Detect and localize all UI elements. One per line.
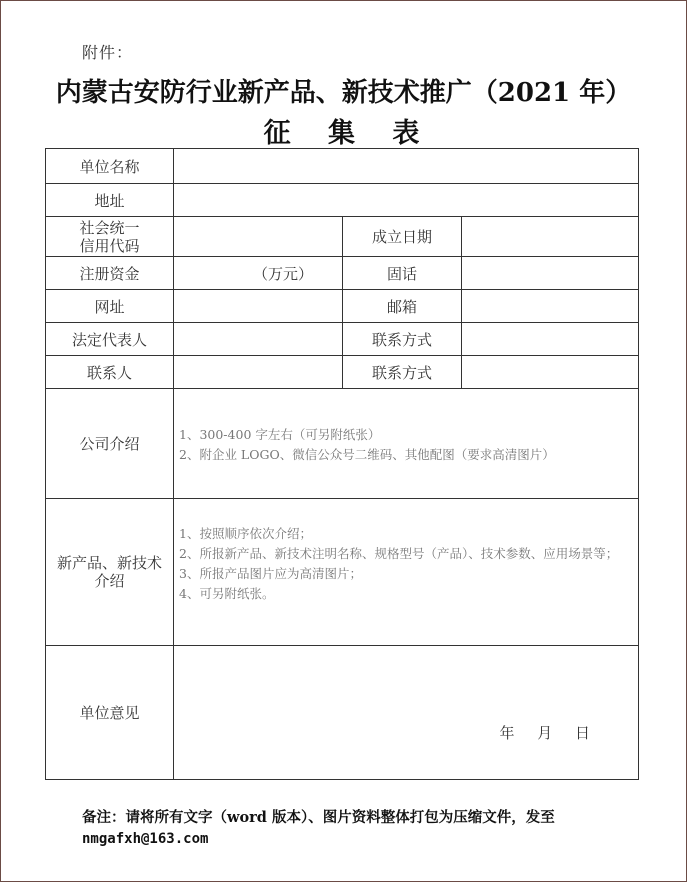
row-address [46, 184, 639, 217]
contact-person-contact-field[interactable] [462, 356, 639, 389]
unit-opinion-label: 单位意见 [46, 646, 174, 780]
row-contact-person [46, 356, 639, 389]
registered-capital-field[interactable] [174, 257, 343, 290]
row-product-intro [46, 499, 639, 646]
opinion-date-line: 年 月 日 [499, 724, 591, 742]
legal-rep-field[interactable] [174, 323, 343, 356]
product-intro-label [46, 499, 174, 646]
capital-unit: （万元） [252, 264, 313, 283]
product-intro-label-line1: 新产品、新技术 [56, 554, 162, 572]
row-credit-code [46, 217, 639, 257]
submission-form-table [45, 148, 639, 780]
product-intro-label-line2: 介绍 [94, 572, 125, 590]
company-intro-label: 公司介绍 [46, 389, 174, 499]
website-label: 网址 [46, 290, 174, 323]
unit-name-label: 单位名称 [46, 149, 174, 184]
email-label: 邮箱 [343, 290, 462, 323]
registered-capital-label: 注册资金 [46, 257, 174, 290]
product-intro-note-3: 3、所报产品图片应为高清图片； [179, 566, 362, 581]
credit-code-label-line1: 社会统一 [79, 218, 140, 237]
product-intro-field[interactable] [174, 499, 639, 646]
footer-email[interactable]: nmgafxh@163.com [82, 831, 209, 847]
legal-rep-label: 法定代表人 [46, 323, 174, 356]
email-field[interactable] [462, 290, 639, 323]
row-website [46, 290, 639, 323]
legal-rep-contact-label: 联系方式 [343, 323, 462, 356]
product-intro-note-1: 1、按照顺序依次介绍； [179, 526, 312, 541]
contact-person-contact-label: 联系方式 [343, 356, 462, 389]
contact-person-label: 联系人 [46, 356, 174, 389]
established-date-field[interactable] [462, 217, 639, 257]
credit-code-field[interactable] [174, 217, 343, 257]
product-intro-note-4: 4、可另附纸张。 [179, 586, 275, 601]
row-registered-capital [46, 257, 639, 290]
attachment-label: 附件： [82, 43, 134, 62]
company-intro-note-2: 2、附企业 LOGO、微信公众号二维码、其他配图（要求高清图片） [179, 447, 555, 462]
document-subtitle: 征 集 表 [263, 118, 434, 149]
established-date-label: 成立日期 [343, 217, 462, 257]
address-field[interactable] [174, 184, 639, 217]
document-title: 内蒙古安防行业新产品、新技术推广（2021 年） [55, 78, 632, 108]
legal-rep-contact-field[interactable] [462, 323, 639, 356]
address-label: 地址 [46, 184, 174, 217]
landline-field[interactable] [462, 257, 639, 290]
footer-note: 备注：请将所有文字（word 版本）、图片资料整体打包为压缩文件，发至 [82, 809, 555, 826]
landline-label: 固话 [343, 257, 462, 290]
row-company-intro [46, 389, 639, 499]
row-unit-opinion [46, 646, 639, 780]
company-intro-field[interactable] [174, 389, 639, 499]
credit-code-label [46, 217, 174, 257]
contact-person-field[interactable] [174, 356, 343, 389]
product-intro-note-2: 2、所报新产品、新技术注明名称、规格型号（产品）、技术参数、应用场景等； [179, 546, 619, 561]
row-legal-rep [46, 323, 639, 356]
unit-opinion-field[interactable] [174, 646, 639, 780]
unit-name-field[interactable] [174, 149, 639, 184]
company-intro-note-1: 1、300-400 字左右（可另附纸张） [179, 427, 381, 442]
row-unit-name [46, 149, 639, 184]
website-field[interactable] [174, 290, 343, 323]
credit-code-label-line2: 信用代码 [79, 236, 140, 255]
